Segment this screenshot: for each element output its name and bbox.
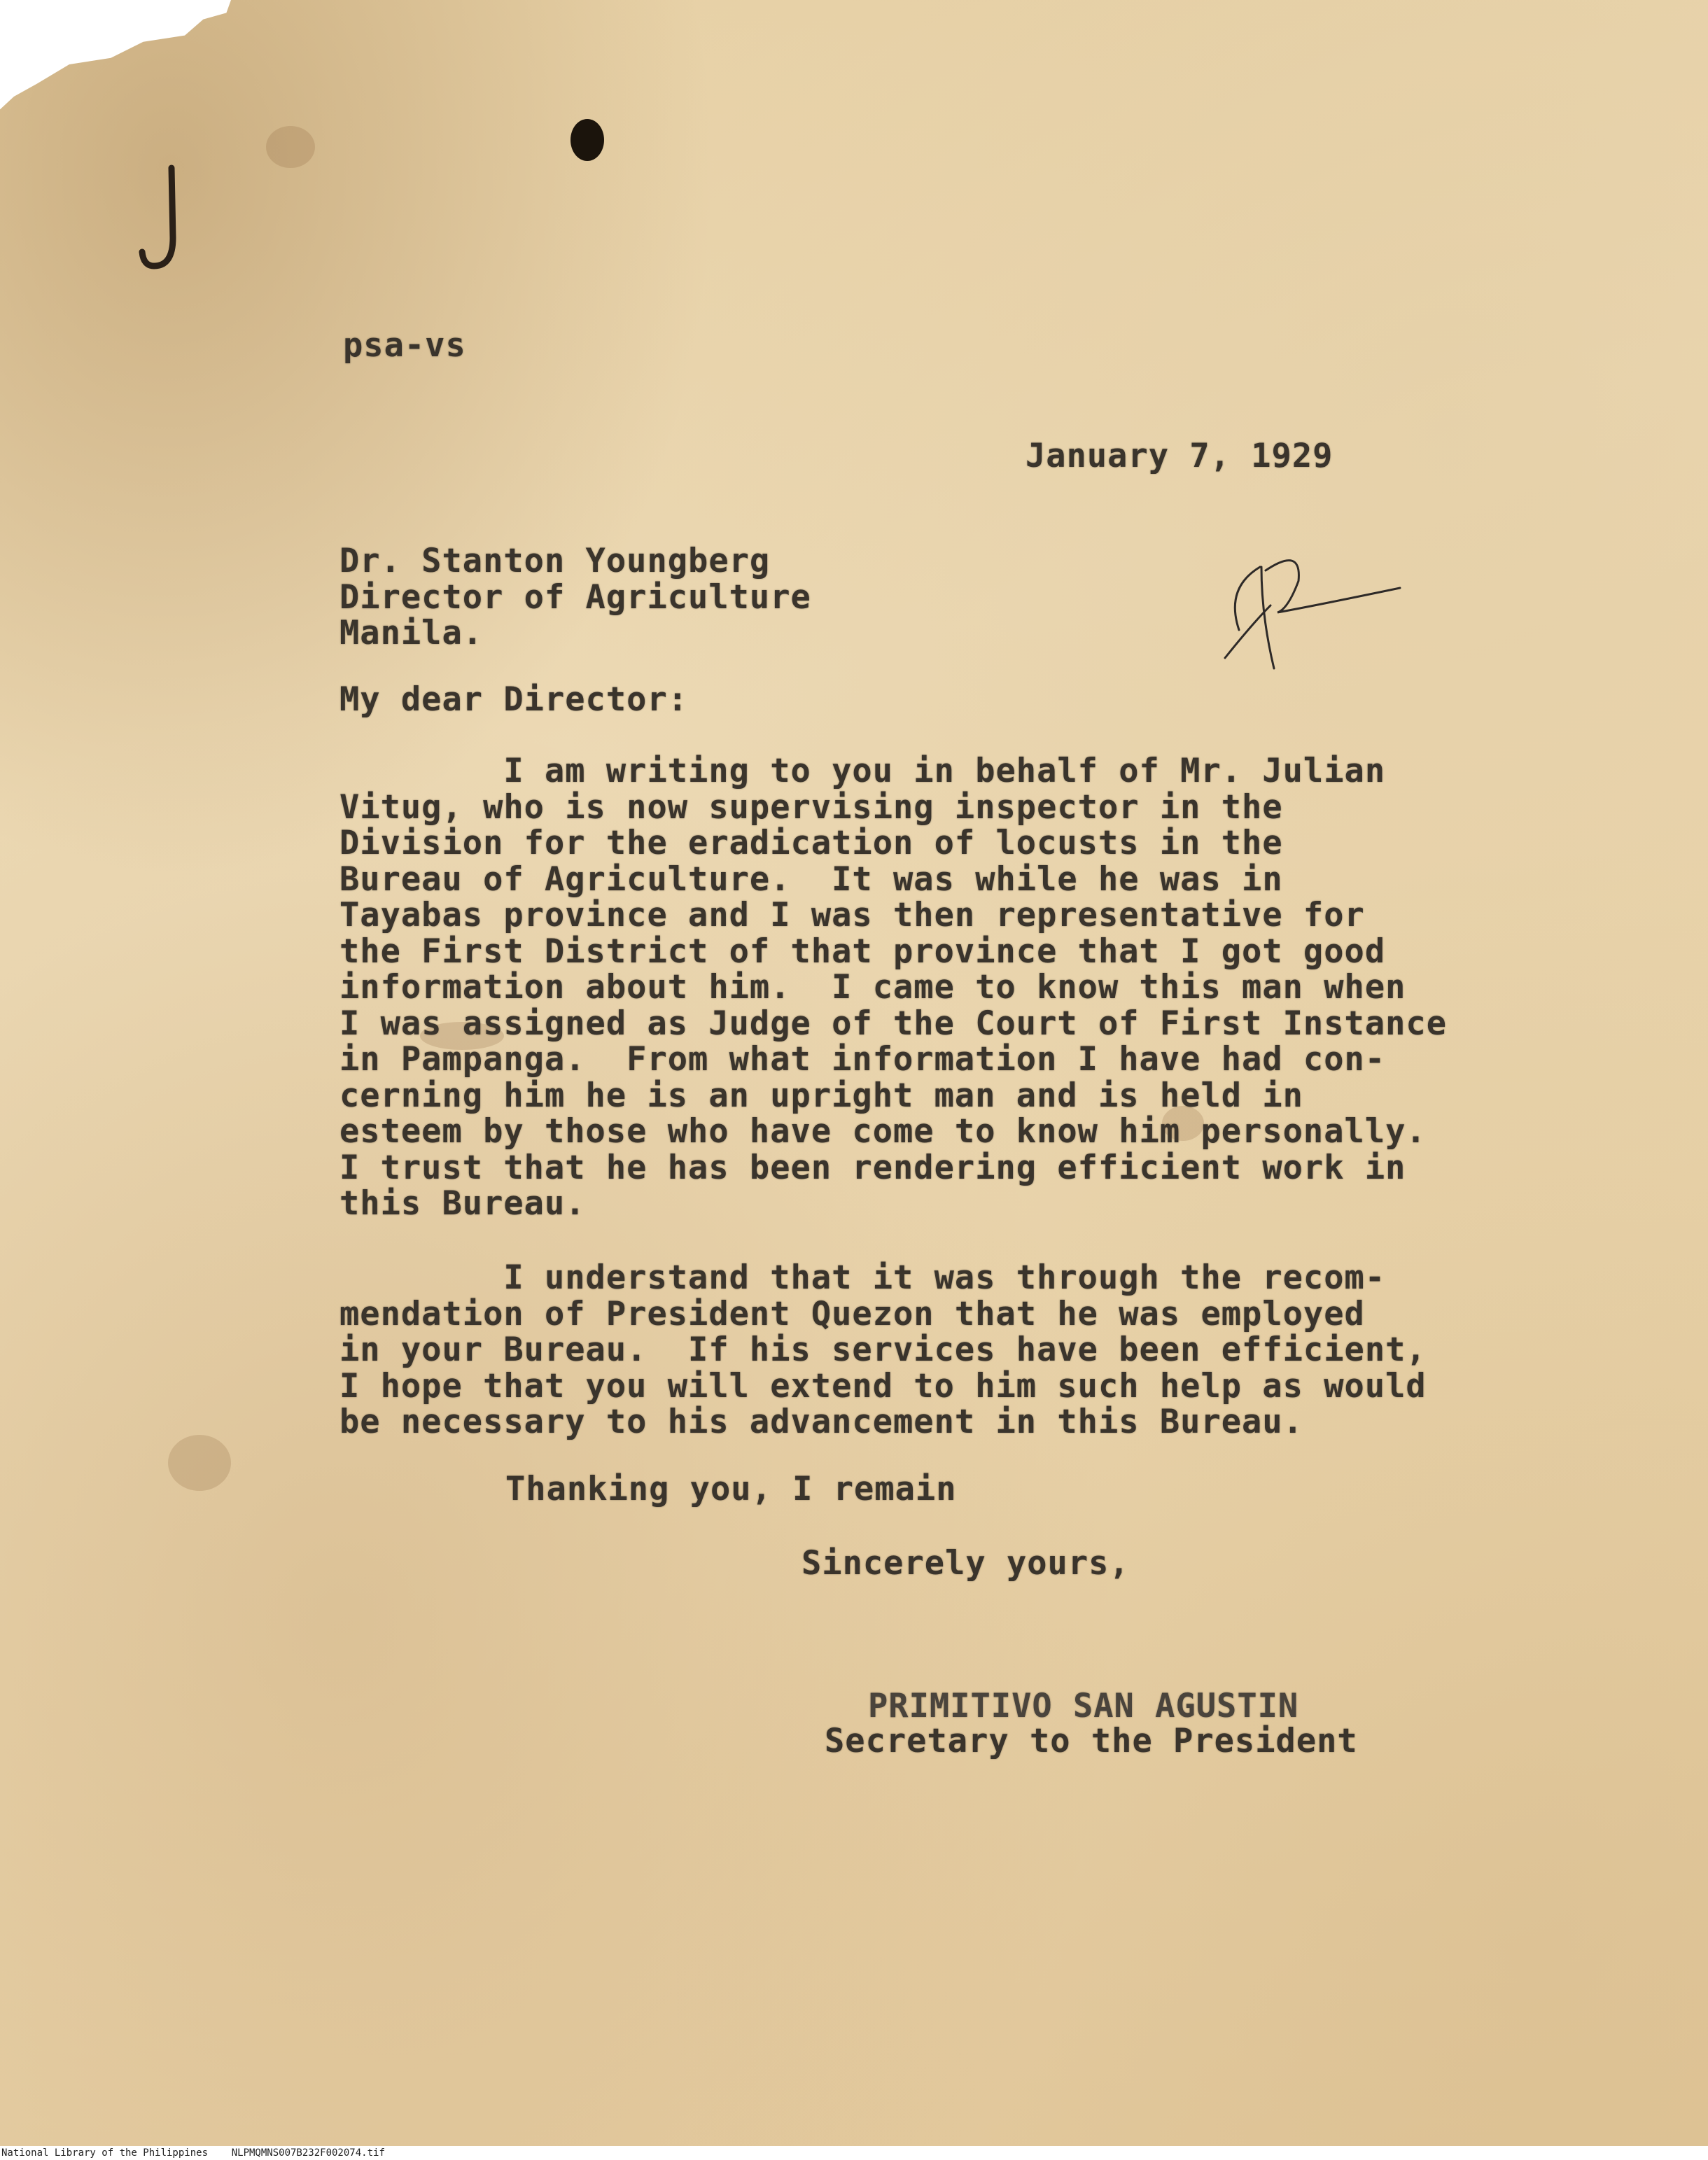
paragraph-line: Bureau of Agriculture. It was while he was in <box>340 860 1283 899</box>
body-paragraph-1 <box>340 753 1447 1222</box>
recipient-line: Manila. <box>340 614 484 652</box>
paper-stain <box>266 126 315 168</box>
paragraph-line: Vitug, who is now supervising inspector in the <box>340 787 1283 827</box>
paragraph-line: in your Bureau. If his services have been efficient, <box>340 1331 1427 1369</box>
paragraph-line: I hope that you will extend to him such help as would <box>340 1366 1427 1405</box>
paragraph-line: I was assigned as Judge of the Court of First Instance <box>340 1004 1448 1043</box>
recipient-line: Director of Agriculture <box>340 577 811 617</box>
ink-blot <box>570 119 604 161</box>
archive-footer: National Library of the Philippines NLPMQMNS007B232F002074.tif <box>1 2147 385 2159</box>
paragraph-line: cerning him he is an upright man and is held in <box>340 1076 1303 1115</box>
paragraph-line: I am writing to you in behalf of Mr. Julian <box>340 752 1386 790</box>
handwritten-initial-mark <box>1183 539 1407 679</box>
paragraph-line: information about him. I came to know this man when <box>340 968 1406 1007</box>
body-paragraph-2 <box>340 1260 1427 1440</box>
recipient-line: Dr. Stanton Youngberg <box>340 542 771 580</box>
paragraph-line: I understand that it was through the recom- <box>340 1258 1386 1297</box>
paragraph-line: mendation of President Quezon that he was employed <box>340 1294 1365 1333</box>
signatory-name: PRIMITIVO SAN AGUSTIN <box>868 1687 1299 1725</box>
signatory-title: Secretary to the President <box>825 1722 1358 1760</box>
paragraph-line: esteem by those who have come to know him personally. <box>340 1112 1427 1151</box>
paper-stain <box>168 1435 231 1491</box>
margin-pencil-mark <box>136 161 192 280</box>
paragraph-line: this Bureau. <box>340 1184 586 1223</box>
valediction: Sincerely yours, <box>802 1544 1130 1583</box>
paragraph-line: Tayabas province and I was then representative for <box>340 896 1365 934</box>
letter-date: January 7, 1929 <box>1026 437 1334 475</box>
paragraph-line: I trust that he has been rendering efficient work in <box>340 1148 1406 1187</box>
paragraph-line: the First District of that province that I got good <box>340 932 1386 971</box>
salutation: My dear Director: <box>340 680 689 719</box>
torn-corner <box>0 0 231 161</box>
paragraph-line: in Pampanga. From what information I have had con- <box>340 1040 1386 1079</box>
reference-initials: psa-vs <box>343 326 466 365</box>
paragraph-line: be necessary to his advancement in this Bureau. <box>340 1403 1303 1441</box>
recipient-address <box>340 543 811 652</box>
paragraph-line: Division for the eradication of locusts in the <box>340 824 1283 862</box>
closing-line: Thanking you, I remain <box>505 1470 957 1508</box>
